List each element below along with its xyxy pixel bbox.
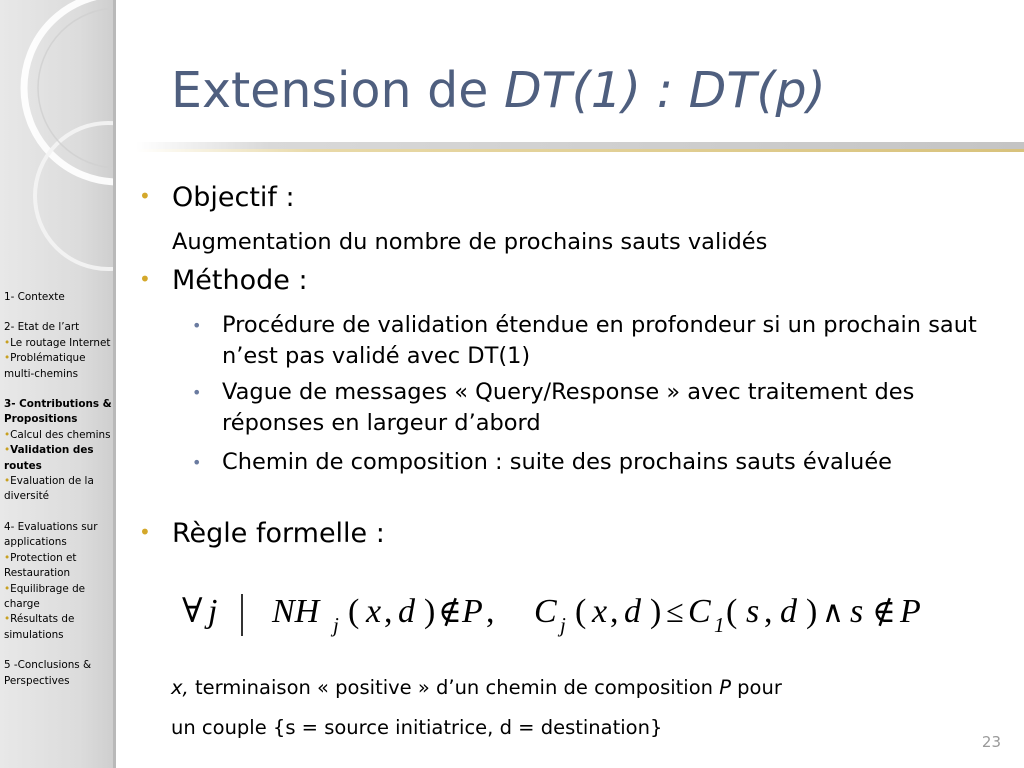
svg-text:∉: ∉ (872, 593, 896, 629)
svg-text:1: 1 (714, 613, 725, 637)
outline-subitem[interactable]: • Calcul des chemins (4, 428, 112, 443)
sub-bullet-dot-icon: • (192, 383, 202, 402)
note-var: x, (171, 676, 189, 699)
svg-text:d: d (398, 593, 415, 630)
outline-subitem[interactable]: • Protection et Restauration (4, 551, 112, 582)
bullet-label: Méthode : (172, 265, 308, 296)
methode-item-text: Procédure de validation étendue en profondeur si un prochain saut n’est pas validé avec DT(1) (222, 312, 977, 369)
slide-title (171, 62, 826, 119)
title-divider (136, 142, 1024, 149)
bullet-dot-icon: • (139, 520, 151, 544)
sidebar-outline-panel (0, 0, 116, 768)
methode-item (192, 377, 1022, 439)
svg-text:P: P (462, 593, 483, 630)
svg-text:,: , (764, 593, 773, 630)
svg-text:(: ( (726, 593, 738, 630)
sub-bullet-dot-icon: • (192, 316, 202, 335)
svg-text:,: , (610, 593, 619, 630)
methode-item-text: Vague de messages « Query/Response » avec traitement des réponses en largeur d’abord (222, 379, 915, 436)
outline-item[interactable]: 2- Etat de l’art (4, 321, 80, 334)
svg-text:s: s (850, 593, 864, 630)
outline-item[interactable]: 4- Evaluations sur applications (4, 520, 98, 549)
bullet-objectif (139, 182, 295, 213)
svg-text:,: , (486, 593, 495, 630)
formal-rule-formula (180, 590, 980, 640)
methode-item-text: Chemin de composition : suite des prochains sauts évaluée (222, 449, 893, 475)
outline-item[interactable]: 1- Contexte (4, 291, 65, 303)
svg-text:(: ( (348, 593, 360, 630)
note-line-2: un couple {s = source initiatrice, d = destination} (171, 716, 663, 739)
methode-item (192, 447, 1022, 478)
svg-text:j: j (333, 613, 339, 637)
svg-text:NH: NH (272, 593, 320, 630)
title-divider-accent (136, 149, 1024, 152)
svg-text:≤: ≤ (666, 593, 684, 629)
bullet-dot-icon: • (139, 184, 151, 208)
svg-text:x: x (592, 593, 608, 630)
note-var: P (719, 676, 731, 699)
note-text: pour (730, 676, 782, 699)
note-line-1 (171, 676, 782, 699)
outline-item-label: 3- Contributions & Propositions (4, 398, 112, 426)
sub-bullet-dot-icon: • (192, 453, 202, 472)
svg-text:x: x (366, 593, 382, 630)
svg-text:∧: ∧ (822, 596, 844, 629)
svg-text:∉: ∉ (438, 593, 462, 629)
outline-subitem[interactable]: • Problématique multi-chemins (4, 351, 112, 382)
svg-text:d: d (624, 593, 641, 630)
svg-text:j: j (560, 613, 566, 637)
outline-subitem-label: Validation des routes (4, 444, 94, 472)
objectif-text: Augmentation du nombre de prochains sauts validés (172, 229, 768, 255)
outline-subitem[interactable]: • Evaluation de la diversité (4, 474, 112, 505)
svg-text:C: C (688, 593, 711, 630)
outline-subitem-current[interactable] (4, 443, 112, 474)
bullet-regle (139, 518, 385, 549)
svg-text:j: j (208, 593, 218, 630)
svg-text:d: d (780, 593, 797, 630)
svg-text:): ) (806, 593, 818, 630)
svg-text:(: ( (575, 593, 587, 630)
page-number: 23 (981, 733, 1001, 751)
svg-text:C: C (534, 593, 557, 630)
bullet-label: Objectif : (172, 182, 295, 213)
title-prefix: Extension de (171, 62, 504, 119)
note-text: terminaison « positive » d’un chemin de composition (188, 676, 720, 699)
methode-item (192, 310, 1022, 372)
outline-nav (4, 290, 112, 689)
outline-subitem[interactable]: • Résultats de simulations (4, 612, 112, 643)
svg-text:): ) (650, 593, 662, 630)
outline-subitem[interactable]: • Le routage Internet (4, 336, 112, 351)
outline-item-current[interactable] (4, 397, 112, 428)
svg-text:P: P (900, 593, 921, 630)
bullet-dot-icon: • (139, 267, 151, 291)
bullet-label: Règle formelle : (172, 518, 385, 549)
svg-text:∀: ∀ (182, 593, 203, 630)
outline-item[interactable]: 5 -Conclusions & Perspectives (4, 659, 92, 687)
outline-subitem[interactable]: • Equilibrage de charge (4, 582, 112, 613)
svg-text:s: s (746, 593, 760, 630)
svg-text:,: , (384, 593, 393, 630)
svg-text:): ) (424, 593, 436, 630)
bullet-methode (139, 265, 308, 296)
title-italic: DT(1) : DT(p) (503, 62, 826, 119)
